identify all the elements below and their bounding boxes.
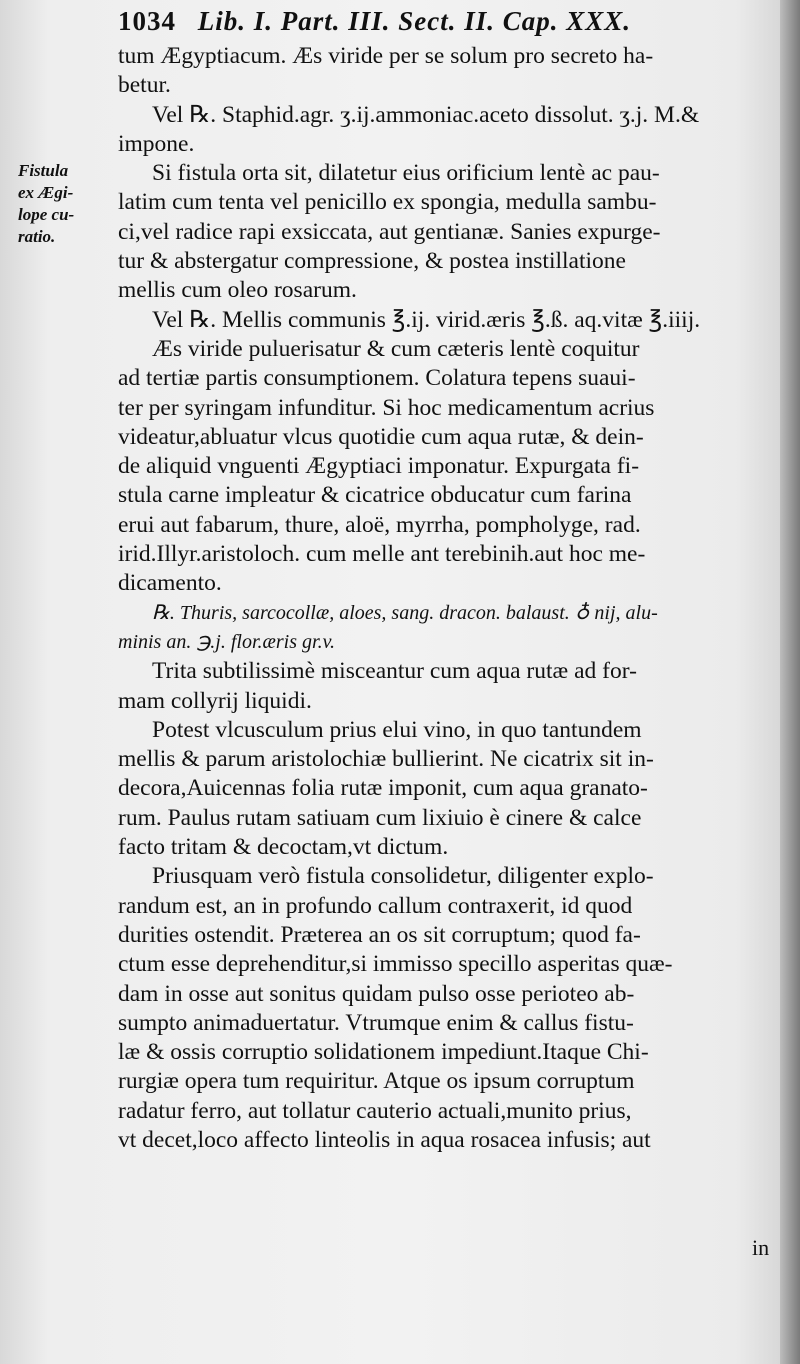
text-line: minis an. ℈.j. flor.æris gr.v. <box>118 630 335 653</box>
text-line: mellis & parum aristolochiæ bullierint. Ne cicatrix sit in- <box>118 746 654 773</box>
text-line: radatur ferro, aut tollatur cauterio actuali,munito prius, <box>118 1097 632 1124</box>
text-line: stula carne impleatur & cicatrice obducatur cum farina <box>118 482 632 509</box>
text-line: betur. <box>118 72 171 99</box>
text-line: Vel ℞. Mellis communis ℥.ij. virid.æris ℥.ß. aq.vitæ ℥.iiij. <box>152 306 701 333</box>
text-line: impone. <box>118 130 195 157</box>
text-line: læ & ossis corruptio solidationem impediunt.Itaque Chi- <box>118 1039 649 1066</box>
running-header <box>118 6 758 42</box>
text-line: Potest vlcusculum prius elui vino, in quo tantundem <box>152 716 642 743</box>
text-line: Priusquam verò fistula consolidetur, diligenter explo- <box>152 863 654 890</box>
text-line: ter per syringam infunditur. Si hoc medicamentum acrius <box>118 394 655 421</box>
text-line: de aliquid vnguenti Ægyptiaci imponatur. Expurgata fi- <box>118 453 640 480</box>
text-line: erui aut fabarum, thure, aloë, myrrha, pompholyge, rad. <box>118 511 641 538</box>
text-line: irid.Illyr.aristoloch. cum melle ant terebinih.aut hoc me- <box>118 541 646 568</box>
text-line: Vel ℞. Staphid.agr. ʒ.ij.ammoniac.aceto dissolut. ʒ.j. M.& <box>152 101 700 128</box>
margin-note-line: ex Ægi- <box>18 183 74 202</box>
page-number: 1034 <box>118 6 176 36</box>
text-line: tum Ægyptiacum. Æs viride per se solum pro secreto ha- <box>118 43 654 69</box>
text-line: ci,vel radice rapi exsiccata, aut gentianæ. Sanies expurge- <box>118 218 661 245</box>
text-line: durities ostendit. Præterea an os sit corruptum; quod fa- <box>118 921 641 948</box>
text-line: ℞. Thuris, sarcocollæ, aloes, sang. dracon. balaust. ♁ nij, alu- <box>152 601 658 624</box>
margin-note-line: Fistula <box>18 161 69 180</box>
text-line: facto tritam & decoctam,vt dictum. <box>118 834 449 861</box>
text-line: tur & abstergatur compressione, & postea instillatione <box>118 248 626 275</box>
text-line: dicamento. <box>118 570 222 597</box>
margin-note-line: lope cu- <box>18 205 75 224</box>
text-line: decora,Auicennas folia rutæ imponit, cum aqua granato- <box>118 775 648 802</box>
text-line: dam in osse aut sonitus quidam pulso osse perioteo ab- <box>118 980 635 1007</box>
text-line: Si fistula orta sit, dilatetur eius orificium lentè ac pau- <box>152 160 660 187</box>
text-line: randum est, an in profundo callum contraxerit, id quod <box>118 892 633 919</box>
text-line: videatur,abluatur vlcus quotidie cum aqua rutæ, & dein- <box>118 423 644 450</box>
text-line: rum. Paulus rutam satiuam cum lixiuio è cinere & calce <box>118 804 642 831</box>
body-text <box>118 42 768 1155</box>
text-line: latim cum tenta vel penicillo ex spongia, medulla sambu- <box>118 189 657 216</box>
text-line: mam collyrij liquidi. <box>118 687 312 714</box>
running-title: Lib. I. Part. III. Sect. II. Cap. XXX. <box>197 6 632 36</box>
page-edge-shadow <box>780 0 800 1364</box>
text-line: Æs viride puluerisatur & cum cæteris lentè coquitur <box>152 335 640 362</box>
text-line: Trita subtilissimè misceantur cum aqua rutæ ad for- <box>152 658 637 685</box>
text-line: ad tertiæ partis consumptionem. Colatura tepens suaui- <box>118 365 636 392</box>
text-line: sumpto animaduertatur. Vtrumque enim & callus fistu- <box>118 1009 634 1036</box>
catchword: in <box>752 1235 770 1260</box>
margin-note-line: ratio. <box>18 227 56 246</box>
margin-note <box>18 160 114 248</box>
text-line: ctum esse deprehenditur,si immisso specillo asperitas quæ- <box>118 951 673 978</box>
text-line: vt decet,loco affecto linteolis in aqua rosacea infusis; aut <box>118 1126 651 1153</box>
text-line: mellis cum oleo rosarum. <box>118 277 357 304</box>
text-line: rurgiæ opera tum requiritur. Atque os ipsum corruptum <box>118 1068 635 1095</box>
